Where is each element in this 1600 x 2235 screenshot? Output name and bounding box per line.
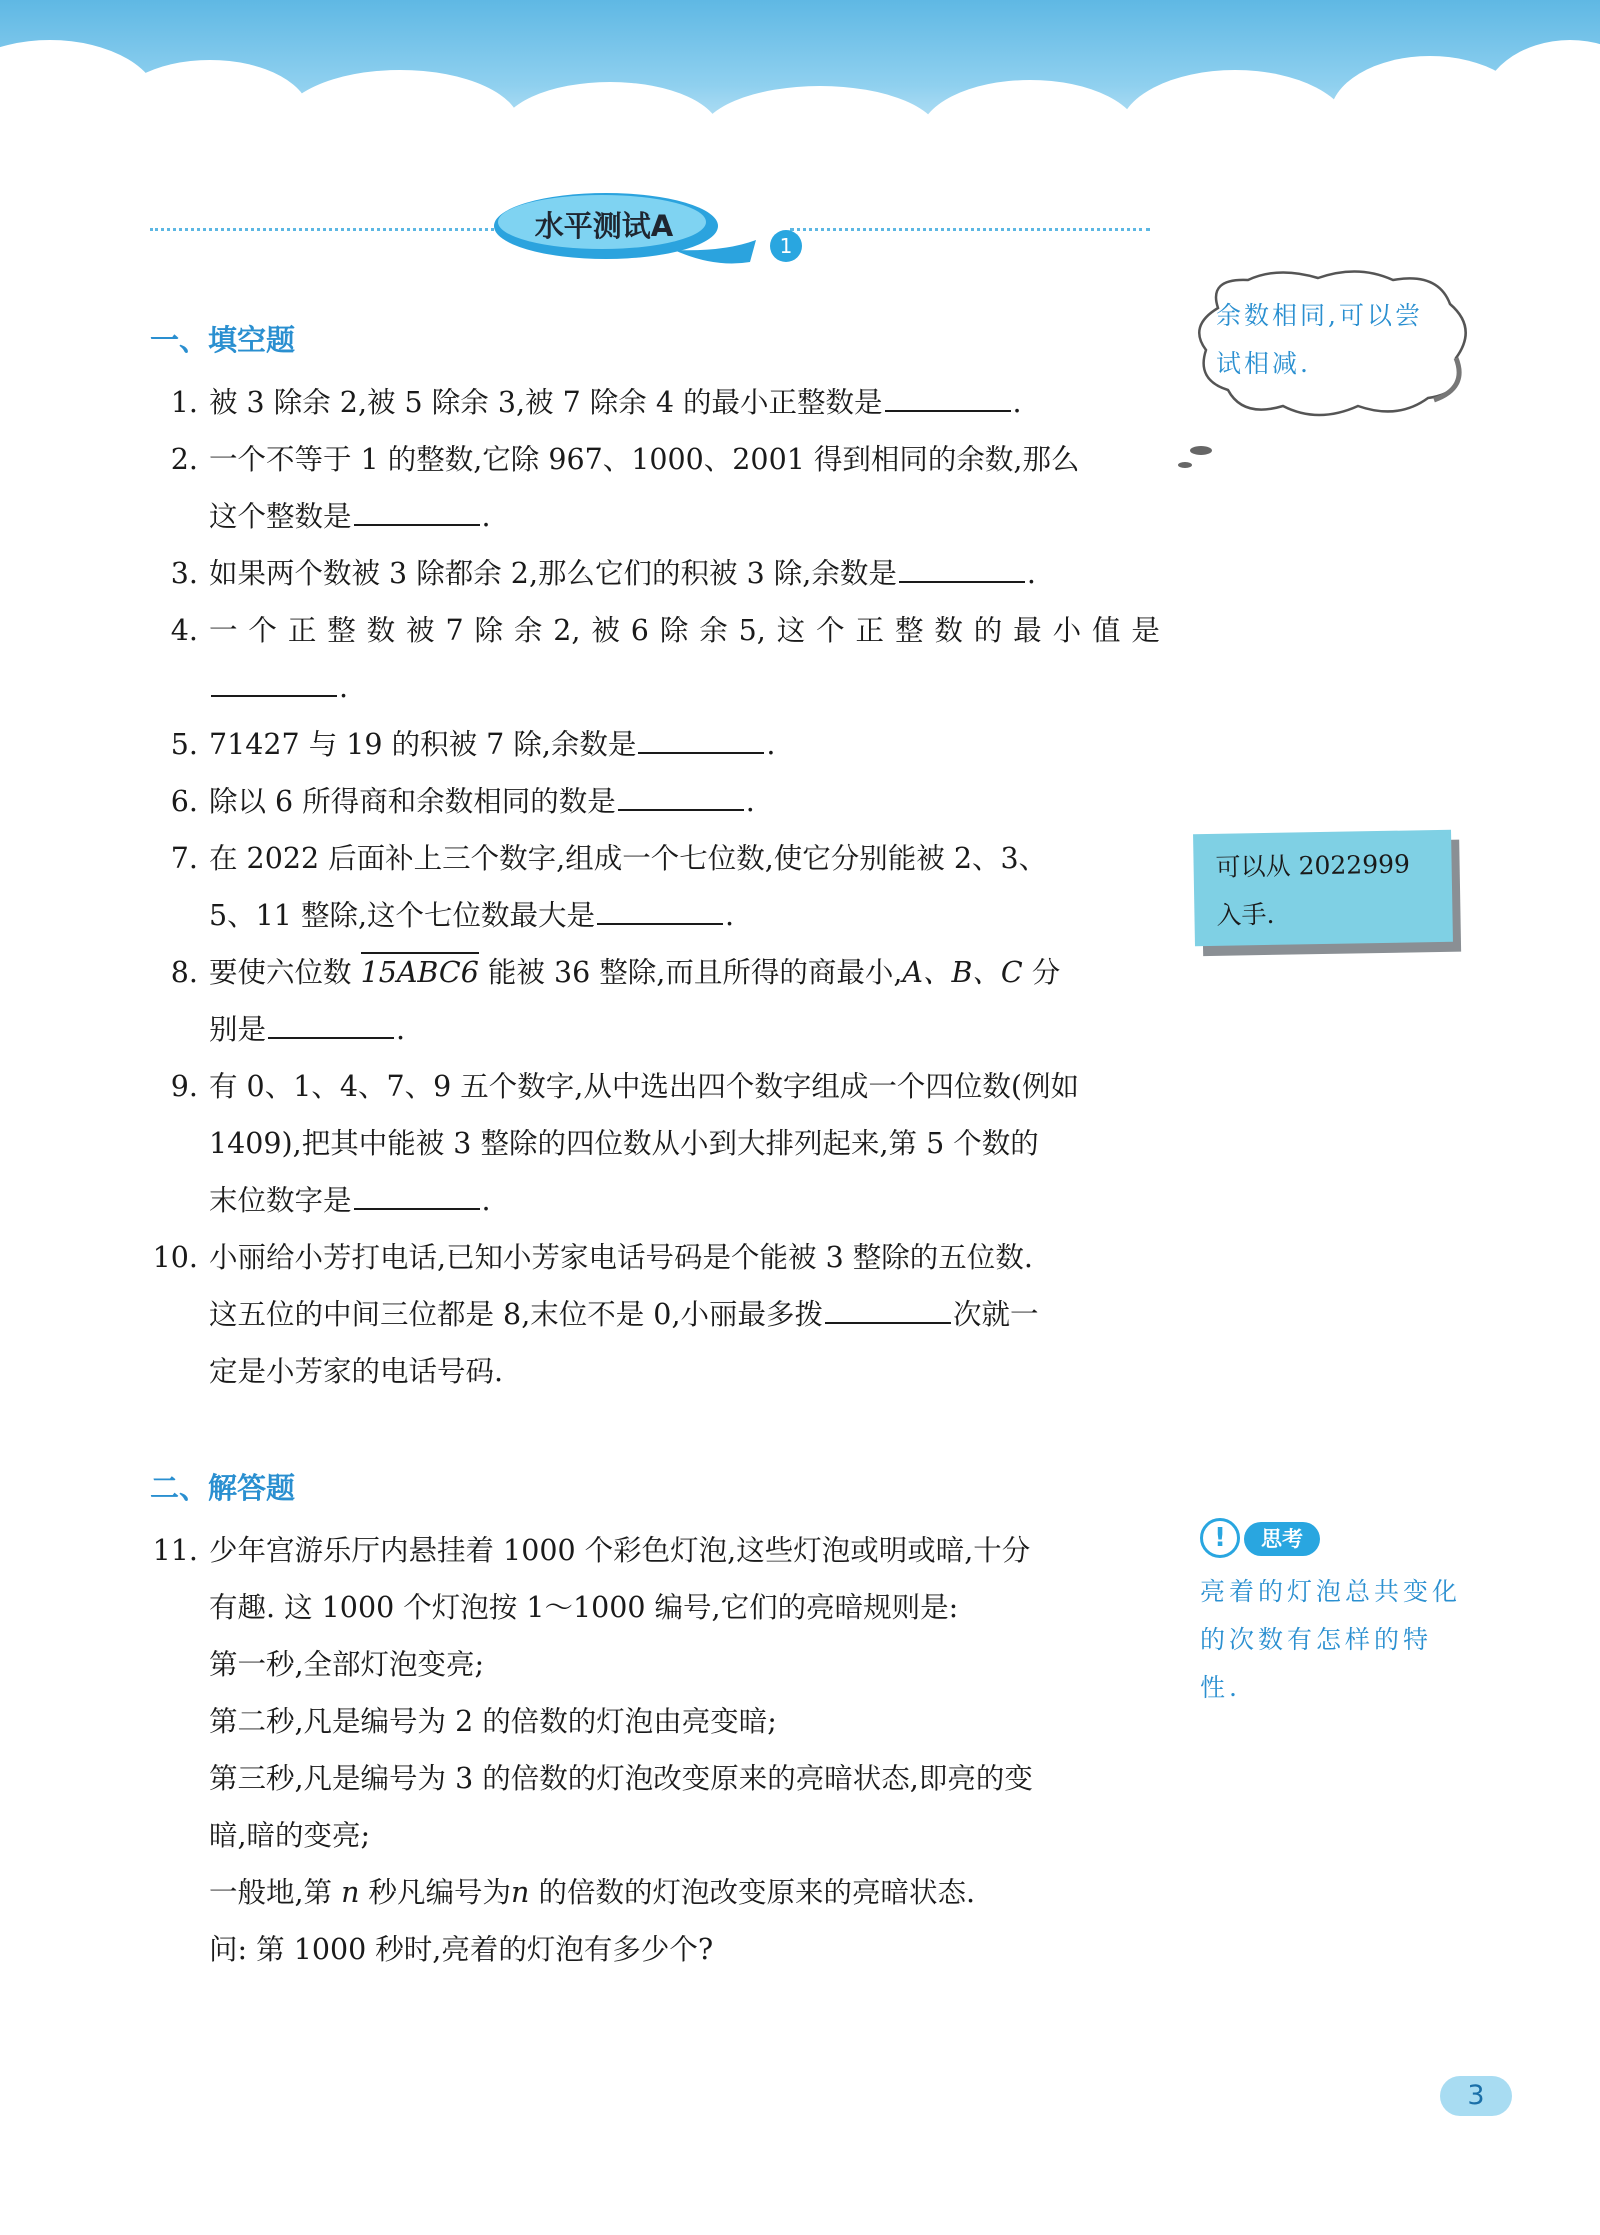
- question-text: 这个整数是: [209, 500, 352, 533]
- section-title-fill-blank: 一、填空题: [150, 323, 296, 357]
- think-note: [1200, 1518, 1480, 1712]
- question-text-char: 余: [513, 614, 543, 647]
- header-dotted-line-left: [150, 228, 500, 231]
- question-text-char: 最: [1013, 614, 1042, 647]
- exercise-content: [150, 320, 1160, 1978]
- question-text: 定是小芳家的电话号码.: [209, 1355, 504, 1388]
- overlined-number: 15ABC6: [361, 952, 479, 989]
- variable-names: A、B、C: [902, 956, 1023, 989]
- answer-blank[interactable]: [268, 1003, 394, 1039]
- question-text: [209, 602, 1160, 659]
- question-number: 6.: [170, 785, 198, 818]
- question-7: 7. 在 2022 后面补上三个数字,组成一个七位数,使它分别能被 2、3、 5、11 整除,这个七位数最大是 .: [150, 830, 1160, 944]
- question-text-char: 正: [855, 614, 885, 647]
- question-number: 4.: [170, 614, 198, 647]
- question-text-char: 小: [1052, 614, 1082, 647]
- question-9: 9. 有 0、1、4、7、9 五个数字,从中选出四个数字组成一个四位数(例如 1409),把其中能被 3 整除的四位数从小到大排列起来,第 5 个数的 末位数字是 .: [150, 1058, 1160, 1229]
- question-text: 第一秒,全部灯泡变亮;: [209, 1648, 485, 1681]
- answer-blank[interactable]: [597, 889, 723, 925]
- hint-sticky-note: [1193, 830, 1453, 946]
- question-text-char: 余: [699, 614, 728, 647]
- question-text: 一个不等于 1 的整数,它除 967、1000、2001 得到相同的余数,那么: [209, 443, 1080, 476]
- answer-blank[interactable]: [885, 376, 1011, 412]
- question-text: 小丽给小芳打电话,已知小芳家电话号码是个能被 3 整除的五位数.: [209, 1241, 1033, 1274]
- hint-text: 试相减.: [1216, 349, 1311, 378]
- question-text: 暗,暗的变亮;: [209, 1819, 371, 1852]
- question-number: 9.: [170, 1070, 198, 1103]
- answer-blank[interactable]: [354, 490, 480, 526]
- question-text: 71427 与 19 的积被 7 除,余数是: [209, 728, 637, 761]
- answer-blank[interactable]: [638, 718, 764, 754]
- question-text-char: 除: [659, 614, 689, 647]
- question-text: 要使六位数: [209, 956, 361, 989]
- question-text-char: 整: [894, 614, 924, 647]
- question-text-char: 这: [776, 614, 806, 647]
- question-11: 11. 少年宫游乐厅内悬挂着 1000 个彩色灯泡,这些灯泡或明或暗,十分 有趣. 这 1000 个灯泡按 1～1000 编号,它们的亮暗规则是: 第一秒,全部灯泡变亮; 第二秒,凡是编号为 2 的倍数的灯泡由亮变暗; 第三秒,凡是编号为 3 的倍数的灯泡改变原来的亮暗状态,即亮的变 暗,暗的变亮; 一般地,第 n 秒凡编号为n 的倍数的灯泡改变原来的亮暗状态. 问: 第 1000 秒时,亮着的灯泡有多少个?: [150, 1522, 1160, 1978]
- question-8: 8. 要使六位数 15ABC6 能被 36 整除,而且所得的商最小,A、B、C 分 别是 .: [150, 944, 1160, 1058]
- header-dotted-line-right: [790, 228, 1150, 231]
- question-2: 2. 一个不等于 1 的整数,它除 967、1000、2001 得到相同的余数,那么 这个整数是 .: [150, 431, 1160, 545]
- question-text-char: 是: [1131, 614, 1160, 647]
- question-text-char: 个: [816, 614, 845, 647]
- question-number: 11.: [152, 1534, 198, 1567]
- question-text-char: 值: [1091, 614, 1121, 647]
- question-text-char: 被: [406, 614, 435, 647]
- page-number: 3: [1440, 2076, 1512, 2116]
- question-text: 第二秒,凡是编号为 2 的倍数的灯泡由亮变暗;: [209, 1705, 777, 1738]
- question-text: 问: 第 1000 秒时,亮着的灯泡有多少个?: [209, 1933, 714, 1966]
- think-text: 亮着的灯泡总共变化: [1200, 1577, 1462, 1606]
- section-number-badge: 1: [770, 230, 802, 262]
- hint-text: 入手.: [1216, 899, 1275, 930]
- think-text: 性.: [1200, 1673, 1241, 1702]
- hint-text: 余数相同,可以尝: [1216, 301, 1423, 330]
- question-6: 6. 除以 6 所得商和余数相同的数是 .: [150, 773, 1160, 830]
- question-text-char: 的: [973, 614, 1003, 647]
- question-text: 1409),把其中能被 3 整除的四位数从小到大排列起来,第 5 个数的: [209, 1127, 1039, 1160]
- question-text-char: 被: [591, 614, 620, 647]
- question-number: 1.: [170, 386, 198, 419]
- question-5: 5. 71427 与 19 的积被 7 除,余数是 .: [150, 716, 1160, 773]
- bubble-tail-dot: [1190, 446, 1212, 455]
- question-text: 少年宫游乐厅内悬挂着 1000 个彩色灯泡,这些灯泡或明或暗,十分: [209, 1534, 1031, 1567]
- question-number: 7.: [170, 842, 198, 875]
- question-text-char: 正: [287, 614, 317, 647]
- question-text-char: 2,: [553, 614, 581, 647]
- bubble-tail-dot: [1178, 462, 1192, 468]
- question-number: 5.: [170, 728, 198, 761]
- section-badge: [494, 190, 734, 260]
- question-text: 第三秒,凡是编号为 3 的倍数的灯泡改变原来的亮暗状态,即亮的变: [209, 1762, 1033, 1795]
- question-text: 5、11 整除,这个七位数最大是: [209, 899, 596, 932]
- question-text-char: 一: [209, 614, 238, 647]
- question-text-char: 6: [630, 614, 649, 647]
- answer-blank[interactable]: [211, 661, 337, 697]
- answer-blank[interactable]: [899, 547, 1025, 583]
- question-text-char: 整: [327, 614, 356, 647]
- question-4: 4. 一 个 正 整 数 被 7 除 余 2, 被 6 除 余 5, 这 个 正 整 数 的 最 小 值 是 .: [150, 602, 1160, 716]
- section-title-answer: 二、解答题: [150, 1471, 296, 1505]
- question-text: 被 3 除余 2,被 5 除余 3,被 7 除余 4 的最小正整数是: [209, 386, 883, 419]
- question-text: 除以 6 所得商和余数相同的数是: [209, 785, 616, 818]
- question-text: 末位数字是: [209, 1184, 352, 1217]
- question-number: 3.: [170, 557, 198, 590]
- question-number: 8.: [170, 956, 198, 989]
- question-text-char: 除: [474, 614, 503, 647]
- question-text-char: 个: [248, 614, 277, 647]
- hint-thought-bubble: [1188, 268, 1478, 428]
- question-1: 1. 被 3 除余 2,被 5 除余 3,被 7 除余 4 的最小正整数是 .: [150, 374, 1160, 431]
- exclamation-icon: !: [1200, 1518, 1240, 1558]
- question-text-char: 数: [934, 614, 963, 647]
- question-text: 有趣. 这 1000 个灯泡按 1～1000 编号,它们的亮暗规则是:: [209, 1591, 959, 1624]
- question-text-char: 7: [445, 614, 464, 647]
- hint-text: 可以从 2022999: [1215, 849, 1411, 882]
- question-10: 10. 小丽给小芳打电话,已知小芳家电话号码是个能被 3 整除的五位数. 这五位的中间三位都是 8,末位不是 0,小丽最多拨 次就一 定是小芳家的电话号码.: [150, 1229, 1160, 1400]
- variable-n: n: [341, 1876, 360, 1909]
- question-text: 在 2022 后面补上三个数字,组成一个七位数,使它分别能被 2、3、: [209, 842, 1048, 875]
- think-tag: 思考: [1244, 1522, 1320, 1556]
- answer-blank[interactable]: [618, 775, 744, 811]
- question-number: 2.: [170, 443, 198, 476]
- question-3: 3. 如果两个数被 3 除都余 2,那么它们的积被 3 除,余数是 .: [150, 545, 1160, 602]
- question-number: 10.: [152, 1241, 198, 1274]
- section-label: 水平测试A: [534, 209, 674, 243]
- variable-n: n: [511, 1876, 530, 1909]
- question-text-char: 数: [366, 614, 396, 647]
- think-text: 的次数有怎样的特: [1200, 1625, 1433, 1654]
- question-text: 如果两个数被 3 除都余 2,那么它们的积被 3 除,余数是: [209, 557, 897, 590]
- question-text-char: 5,: [738, 614, 766, 647]
- answer-blank[interactable]: [825, 1288, 951, 1324]
- question-text: 别是: [209, 1013, 267, 1046]
- question-text: 这五位的中间三位都是 8,末位不是 0,小丽最多拨: [209, 1298, 824, 1331]
- answer-blank[interactable]: [354, 1174, 480, 1210]
- question-text: 有 0、1、4、7、9 五个数字,从中选出四个数字组成一个四位数(例如: [209, 1070, 1079, 1103]
